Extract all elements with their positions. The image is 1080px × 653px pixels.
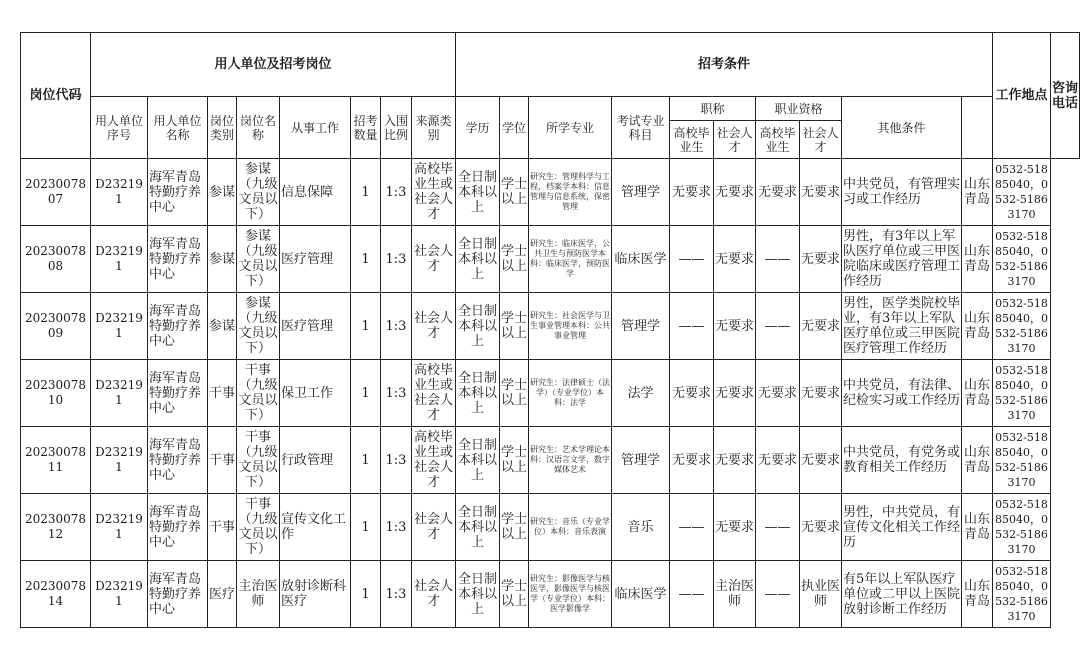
cell-unit-no: D232191 — [91, 427, 148, 494]
cell-exam: 临床医学 — [612, 226, 670, 293]
cell-unit-no: D232191 — [91, 360, 148, 427]
cell-qual-social: 执业医师 — [800, 561, 842, 628]
cell-work: 医疗管理 — [280, 226, 351, 293]
cell-work: 信息保障 — [280, 159, 351, 226]
table-row — [21, 293, 1080, 360]
cell-source: 社会人才 — [412, 494, 456, 561]
cell-qual-grad: —— — [756, 226, 800, 293]
cell-title-grad: 无要求 — [670, 427, 714, 494]
cell-post-type: 医疗 — [208, 561, 237, 628]
cell-qual-grad: —— — [756, 494, 800, 561]
cell-unit-no: D232191 — [91, 293, 148, 360]
cell-post-type: 参谋 — [208, 226, 237, 293]
header-count: 招考数量 — [351, 97, 381, 159]
cell-title-social: 无要求 — [714, 360, 756, 427]
header-title-grad: 高校毕业生 — [670, 121, 714, 159]
header-unit-group: 用人单位及招考岗位 — [91, 33, 456, 97]
cell-title-grad: 无要求 — [670, 159, 714, 226]
cell-major: 研究生：管理科学与工程，档案学本科：信息管理与信息系统，保密管理 — [529, 159, 612, 226]
cell-education: 全日制本科以上 — [456, 226, 500, 293]
cell-work: 医疗管理 — [280, 293, 351, 360]
cell-degree: 学士以上 — [500, 360, 529, 427]
cell-unit-no: D232191 — [91, 226, 148, 293]
header-education: 学历 — [456, 97, 500, 159]
cell-qual-grad: —— — [756, 293, 800, 360]
cell-ratio: 1:3 — [381, 159, 412, 226]
cell-post-code: 2023007814 — [21, 561, 91, 628]
cell-title-grad: —— — [670, 293, 714, 360]
cell-other: 中共党员，有管理实习或工作经历 — [842, 159, 962, 226]
cell-count: 1 — [351, 427, 381, 494]
cell-post-type: 干事 — [208, 494, 237, 561]
cell-qual-social: 无要求 — [800, 427, 842, 494]
cell-education: 全日制本科以上 — [456, 360, 500, 427]
cell-unit-no: D232191 — [91, 159, 148, 226]
cell-work: 宣传文化工作 — [280, 494, 351, 561]
cell-title-social: 无要求 — [714, 427, 756, 494]
cell-title-grad: —— — [670, 561, 714, 628]
cell-other: 男性，中共党员，有宣传文化相关工作经历 — [842, 494, 962, 561]
cell-unit-name: 海军青岛特勤疗养中心 — [148, 159, 208, 226]
cell-education: 全日制本科以上 — [456, 159, 500, 226]
cell-title-grad: 无要求 — [670, 360, 714, 427]
cell-source: 高校毕业生或社会人才 — [412, 159, 456, 226]
cell-source: 社会人才 — [412, 561, 456, 628]
header-post-name: 岗位名称 — [237, 97, 280, 159]
cell-count: 1 — [351, 494, 381, 561]
cell-unit-no: D232191 — [91, 561, 148, 628]
cell-location: 山东青岛 — [962, 360, 993, 427]
cell-other: 有5年以上军队医疗单位或二甲以上医院放射诊断工作经历 — [842, 561, 962, 628]
header-exam: 考试专业科目 — [612, 97, 670, 159]
table-head — [21, 33, 1080, 159]
header-qual-social: 社会人才 — [800, 121, 842, 159]
header-title-group: 职称 — [670, 97, 756, 121]
cell-post-name: 干事（九级文员以下） — [237, 494, 280, 561]
header-unit-name: 用人单位名称 — [148, 97, 208, 159]
cell-education: 全日制本科以上 — [456, 494, 500, 561]
cell-major: 研究生：影像医学与核医学，影像医学与核医学（专业学位）本科：医学影像学 — [529, 561, 612, 628]
cell-qual-social: 无要求 — [800, 494, 842, 561]
cell-major: 研究生：艺术学理论本科：汉语言文学，数字媒体艺术 — [529, 427, 612, 494]
cell-post-code: 2023007809 — [21, 293, 91, 360]
cell-source: 高校毕业生或社会人才 — [412, 427, 456, 494]
cell-phone: 0532-51885040，0532-51863170 — [993, 494, 1051, 561]
cell-qual-grad: —— — [756, 561, 800, 628]
cell-other: 男性，医学类院校毕业，有3年以上军队医疗单位或三甲医院医疗管理工作经历 — [842, 293, 962, 360]
cell-ratio: 1:3 — [381, 427, 412, 494]
header-major: 所学专业 — [529, 97, 612, 159]
cell-post-name: 参谋（九级文员以下） — [237, 293, 280, 360]
header-unit-no: 用人单位序号 — [91, 97, 148, 159]
cell-count: 1 — [351, 226, 381, 293]
header-location: 工作地点 — [993, 33, 1051, 159]
cell-post-code: 2023007807 — [21, 159, 91, 226]
cell-post-type: 参谋 — [208, 293, 237, 360]
cell-title-social: 无要求 — [714, 226, 756, 293]
header-qualification-group: 职业资格 — [756, 97, 842, 121]
cell-unit-no: D232191 — [91, 494, 148, 561]
cell-ratio: 1:3 — [381, 494, 412, 561]
header-phone: 咨询电话 — [1051, 33, 1080, 159]
header-source: 来源类别 — [412, 97, 456, 159]
cell-post-name: 主治医师 — [237, 561, 280, 628]
cell-work: 放射诊断科医疗 — [280, 561, 351, 628]
cell-major: 研究生：音乐（专业学位）本科：音乐表演 — [529, 494, 612, 561]
cell-degree: 学士以上 — [500, 427, 529, 494]
cell-other: 中共党员，有党务或教育相关工作经历 — [842, 427, 962, 494]
header-degree: 学位 — [500, 97, 529, 159]
cell-title-social: 无要求 — [714, 293, 756, 360]
header-post-type: 岗位类别 — [208, 97, 237, 159]
cell-title-grad: —— — [670, 226, 714, 293]
cell-phone: 0532-51885040，0532-51863170 — [993, 360, 1051, 427]
cell-other: 中共党员，有法律、纪检实习或工作经历 — [842, 360, 962, 427]
cell-ratio: 1:3 — [381, 360, 412, 427]
cell-post-name: 参谋（九级文员以下） — [237, 159, 280, 226]
cell-qual-social: 无要求 — [800, 360, 842, 427]
header-condition-group: 招考条件 — [456, 33, 993, 97]
cell-major: 研究生：临床医学，公共卫生与预防医学本科：临床医学，预防医学 — [529, 226, 612, 293]
cell-source: 社会人才 — [412, 226, 456, 293]
cell-post-code: 2023007810 — [21, 360, 91, 427]
cell-post-type: 干事 — [208, 427, 237, 494]
cell-major: 研究生：社会医学与卫生事业管理本科：公共事业管理 — [529, 293, 612, 360]
cell-qual-social: 无要求 — [800, 293, 842, 360]
cell-degree: 学士以上 — [500, 561, 529, 628]
cell-location: 山东青岛 — [962, 159, 993, 226]
cell-post-type: 参谋 — [208, 159, 237, 226]
header-other: 其他条件 — [842, 97, 962, 159]
cell-post-code: 2023007811 — [21, 427, 91, 494]
cell-qual-grad: 无要求 — [756, 427, 800, 494]
header-title-social: 社会人才 — [714, 121, 756, 159]
cell-phone: 0532-51885040，0532-51863170 — [993, 226, 1051, 293]
header-code: 岗位代码 — [21, 33, 91, 159]
cell-education: 全日制本科以上 — [456, 427, 500, 494]
cell-unit-name: 海军青岛特勤疗养中心 — [148, 561, 208, 628]
table-body — [21, 159, 1080, 628]
cell-count: 1 — [351, 561, 381, 628]
cell-post-name: 干事（九级文员以下） — [237, 360, 280, 427]
header-work: 从事工作 — [280, 97, 351, 159]
cell-title-social: 无要求 — [714, 494, 756, 561]
cell-unit-name: 海军青岛特勤疗养中心 — [148, 494, 208, 561]
cell-title-grad: —— — [670, 494, 714, 561]
cell-qual-grad: 无要求 — [756, 159, 800, 226]
cell-phone: 0532-51885040，0532-51863170 — [993, 293, 1051, 360]
table-row — [21, 494, 1080, 561]
cell-exam: 管理学 — [612, 427, 670, 494]
cell-location: 山东青岛 — [962, 293, 993, 360]
cell-education: 全日制本科以上 — [456, 293, 500, 360]
cell-work: 保卫工作 — [280, 360, 351, 427]
cell-education: 全日制本科以上 — [456, 561, 500, 628]
cell-post-code: 2023007808 — [21, 226, 91, 293]
cell-exam: 临床医学 — [612, 561, 670, 628]
cell-unit-name: 海军青岛特勤疗养中心 — [148, 293, 208, 360]
cell-title-social: 无要求 — [714, 159, 756, 226]
cell-location: 山东青岛 — [962, 561, 993, 628]
cell-source: 社会人才 — [412, 293, 456, 360]
cell-location: 山东青岛 — [962, 494, 993, 561]
cell-qual-grad: 无要求 — [756, 360, 800, 427]
cell-unit-name: 海军青岛特勤疗养中心 — [148, 427, 208, 494]
cell-unit-name: 海军青岛特勤疗养中心 — [148, 226, 208, 293]
cell-degree: 学士以上 — [500, 494, 529, 561]
table-row — [21, 561, 1080, 628]
cell-post-type: 干事 — [208, 360, 237, 427]
cell-ratio: 1:3 — [381, 293, 412, 360]
cell-degree: 学士以上 — [500, 293, 529, 360]
cell-exam: 管理学 — [612, 159, 670, 226]
cell-major: 研究生：法律硕士（法学）（专业学位）本科：法学 — [529, 360, 612, 427]
cell-exam: 音乐 — [612, 494, 670, 561]
cell-work: 行政管理 — [280, 427, 351, 494]
cell-unit-name: 海军青岛特勤疗养中心 — [148, 360, 208, 427]
cell-qual-social: 无要求 — [800, 159, 842, 226]
table-row — [21, 360, 1080, 427]
table-row — [21, 226, 1080, 293]
cell-other: 男性，有3年以上军队医疗单位或三甲医院临床或医疗管理工作经历 — [842, 226, 962, 293]
cell-post-code: 2023007812 — [21, 494, 91, 561]
recruitment-table — [20, 32, 1080, 628]
cell-post-name: 参谋（九级文员以下） — [237, 226, 280, 293]
cell-count: 1 — [351, 159, 381, 226]
cell-ratio: 1:3 — [381, 561, 412, 628]
cell-qual-social: 无要求 — [800, 226, 842, 293]
header-qual-grad: 高校毕业生 — [756, 121, 800, 159]
table-row — [21, 427, 1080, 494]
cell-ratio: 1:3 — [381, 226, 412, 293]
cell-phone: 0532-51885040，0532-51863170 — [993, 159, 1051, 226]
table-row — [21, 159, 1080, 226]
cell-title-social: 主治医师 — [714, 561, 756, 628]
cell-count: 1 — [351, 293, 381, 360]
cell-phone: 0532-51885040，0532-51863170 — [993, 427, 1051, 494]
cell-exam: 管理学 — [612, 293, 670, 360]
header-ratio: 入围比例 — [381, 97, 412, 159]
cell-degree: 学士以上 — [500, 159, 529, 226]
cell-post-name: 干事（九级文员以下） — [237, 427, 280, 494]
cell-count: 1 — [351, 360, 381, 427]
cell-degree: 学士以上 — [500, 226, 529, 293]
cell-location: 山东青岛 — [962, 226, 993, 293]
cell-phone: 0532-51885040，0532-51863170 — [993, 561, 1051, 628]
cell-location: 山东青岛 — [962, 427, 993, 494]
cell-exam: 法学 — [612, 360, 670, 427]
cell-source: 高校毕业生或社会人才 — [412, 360, 456, 427]
